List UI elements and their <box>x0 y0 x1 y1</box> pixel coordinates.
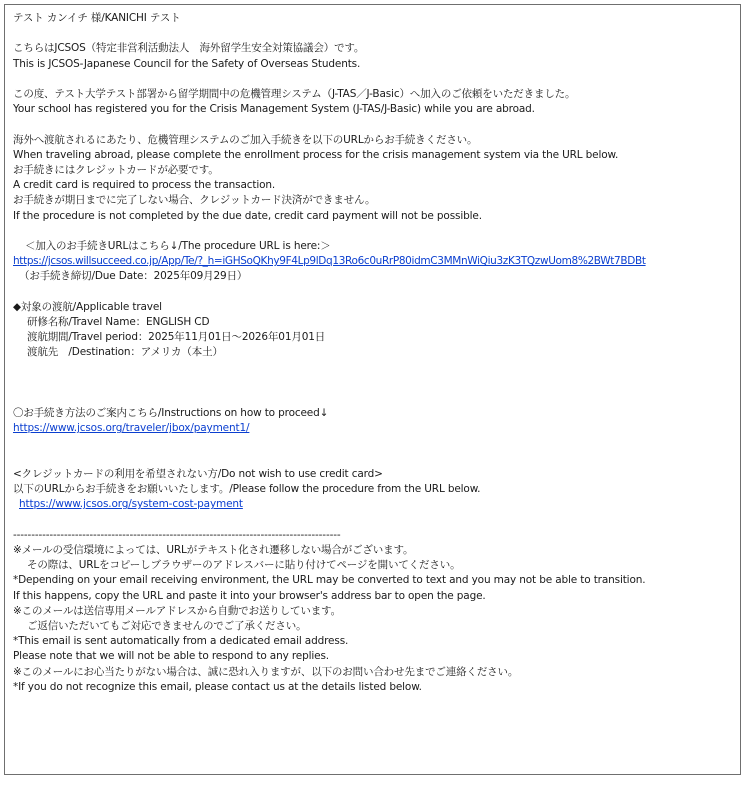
spacer <box>13 513 737 528</box>
note-en-1b: If this happens, copy the URL and paste it into your browser's address bar to open the page. <box>13 589 486 602</box>
note-en-2b: Please note that we will not be able to respond to any replies. <box>13 650 329 663</box>
note-ja-1: ※メールの受信環境によっては、URLがテキスト化され遷移しない場合がございます。 <box>13 543 414 556</box>
note-en-2: *This email is sent automatically from a dedicated email address. <box>13 635 349 648</box>
travel-heading: ◆対象の渡航/Applicable travel <box>13 300 162 313</box>
divider-line: ------------------------------------------------------------------------------------------ <box>13 528 341 541</box>
spacer <box>13 376 737 391</box>
spacer <box>13 361 737 376</box>
spacer <box>13 26 737 41</box>
email-frame <box>4 4 741 775</box>
spacer <box>13 72 737 87</box>
enroll-due-date: （お手続き締切/Due Date：2025年09月29日） <box>19 270 248 283</box>
procedure-en-1: When traveling abroad, please complete the enrollment process for the crisis management system via the URL below. <box>13 148 619 161</box>
procedure-en-2: A credit card is required to process the transaction. <box>13 179 276 192</box>
registration-ja: この度、テスト大学テスト部署から留学期間中の危機管理システム（J-TAS／J-Basic）へ加入のご依頼をいただきました。 <box>13 87 576 100</box>
email-body <box>13 11 737 695</box>
note-en-1: *Depending on your email receiving environment, the URL may be converted to text and you may not be able to transition. <box>13 574 646 587</box>
enroll-link[interactable]: https://jcsos.willsucceed.co.jp/App/Te/?_h=iGHSoQKhy9F4Lp9lDq13Ro6c0uRrP80idmC3MMnWiQiu3zK3TQzwUom8%2BWt7BDBt <box>13 255 646 268</box>
spacer <box>13 224 737 239</box>
procedure-en-3: If the procedure is not completed by the due date, credit card payment will not be possible. <box>13 209 482 222</box>
no-card-heading: <クレジットカードの利用を希望されない方/Do not wish to use credit card> <box>13 467 383 480</box>
note-ja-1b: その際は、URLをコピーしブラウザーのアドレスバーに貼り付けてページを開いてください。 <box>27 559 461 572</box>
intro-ja: こちらはJCSOS（特定非営利活動法人 海外留学生安全対策協議会）です。 <box>13 42 365 55</box>
travel-name: 研修名称/Travel Name：ENGLISH CD <box>27 315 210 328</box>
travel-period: 渡航期間/Travel period：2025年11月01日～2026年01月01日 <box>27 331 326 344</box>
spacer <box>13 391 737 406</box>
spacer <box>13 437 737 452</box>
travel-destination: 渡航先 /Destination：アメリカ（本土） <box>27 346 223 359</box>
procedure-ja-2: お手続きにはクレジットカードが必要です。 <box>13 163 219 176</box>
payment-link[interactable]: https://www.jcsos.org/system-cost-payment <box>19 498 243 511</box>
note-ja-2b: ご返信いただいてもご対応できませんのでご了承ください。 <box>27 619 307 632</box>
spacer <box>13 452 737 467</box>
procedure-ja-3: お手続きが期日までに完了しない場合、クレジットカード決済ができません。 <box>13 194 376 207</box>
note-ja-3: ※このメールにお心当たりがない場合は、誠に恐れ入りますが、以下のお問い合わせ先までご連絡ください。 <box>13 665 519 678</box>
intro-en: This is JCSOS-Japanese Council for the Safety of Overseas Students. <box>13 57 361 70</box>
spacer <box>13 285 737 300</box>
instructions-heading: 〇お手続き方法のご案内こちら/Instructions on how to proceed↓ <box>13 407 329 420</box>
procedure-ja-1: 海外へ渡航されるにあたり、危機管理システムのご加入手続きを以下のURLからお手続きください。 <box>13 133 478 146</box>
spacer <box>13 117 737 132</box>
note-ja-2: ※このメールは送信専用メールアドレスから自動でお送りしています。 <box>13 604 341 617</box>
instructions-link[interactable]: https://www.jcsos.org/traveler/jbox/payment1/ <box>13 422 250 435</box>
greeting: テスト カンイチ 様/KANICHI テスト <box>13 12 181 24</box>
no-card-body: 以下のURLからお手続きをお願いいたします。/Please follow the procedure from the URL below. <box>13 483 481 496</box>
note-en-3: *If you do not recognize this email, please contact us at the details listed below. <box>13 680 422 693</box>
registration-en: Your school has registered you for the Crisis Management System (J-TAS/J-Basic) while you are abroad. <box>13 103 535 116</box>
enroll-heading: ＜加入のお手続きURLはこちら↓/The procedure URL is here:＞ <box>25 239 331 252</box>
